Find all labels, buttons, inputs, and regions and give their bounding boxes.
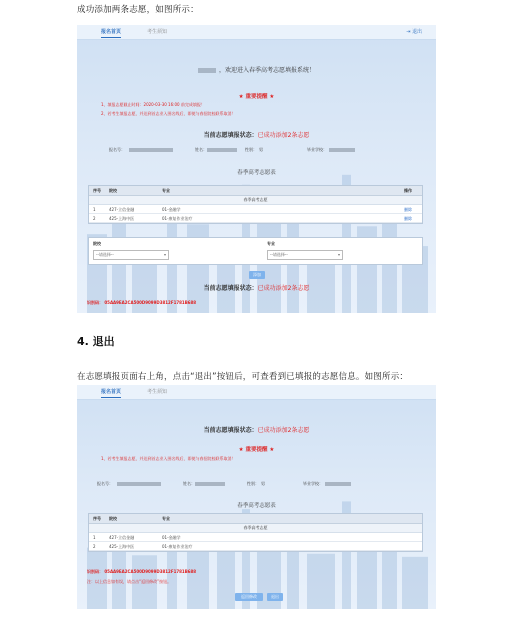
table-title: 春季高考志愿表	[237, 503, 276, 509]
logout-button[interactable]: ⇥ 退出	[406, 29, 422, 35]
gender-label: 性别：	[247, 481, 259, 486]
identification-code: 识别码： 05AA9EA2CA500D9099D3812F1781B688	[87, 300, 197, 305]
table-row: 1 427-立信金融 01-金融学 删除	[89, 205, 422, 214]
welcome-text: ，欢迎进入春季高考志愿填报系统！	[77, 65, 436, 74]
delete-link[interactable]: 删除	[404, 207, 412, 212]
select-school-label: 院校	[93, 241, 101, 246]
notice-item: 2、若考生填报志愿，并达到首志业入围名线后，即使与春招院校联系取消！	[101, 111, 236, 116]
notice-title: ★ 重要提醒 ★	[238, 447, 275, 453]
table-subhead: 春季高考志愿	[89, 196, 422, 205]
exam-no-label: 报名号：	[109, 147, 125, 152]
redacted-exam-no	[129, 148, 173, 152]
volunteer-table	[88, 513, 423, 552]
identification-code: 识别码： 05AA9EA2CA500D9099D3812F1781B688	[87, 569, 197, 574]
chevron-down-icon: ▾	[337, 252, 340, 257]
col-no: 序号	[93, 516, 101, 521]
table-row: 1 427-立信金融 01-金融学	[89, 533, 422, 542]
correction-note: 注：以上信息如有误，请点击“返回修改”按钮。	[87, 579, 172, 584]
notice-item: 1、若考生填报志愿，并达到首志业入围名线后，即使与春招院校联系取消！	[101, 456, 236, 461]
table-title: 春季高考志愿表	[237, 170, 276, 176]
tab-notice[interactable]: 考生须知	[147, 29, 168, 35]
redacted-name	[207, 148, 237, 152]
school-label: 毕业学校：	[307, 147, 327, 152]
col-school: 院校	[109, 516, 117, 521]
redacted-name	[195, 482, 225, 486]
col-school: 院校	[109, 188, 117, 193]
fill-status: 当前志愿填报状态：已成功添加2条志愿	[203, 132, 310, 139]
volunteer-table	[88, 185, 423, 224]
redacted-school	[329, 148, 355, 152]
school-select[interactable]: --请选择-- ▾	[93, 250, 169, 260]
top-nav-bar	[77, 25, 436, 40]
gender-value: 男	[261, 481, 265, 486]
exam-no-label: 报名号：	[97, 481, 113, 486]
name-label: 姓名：	[195, 147, 207, 152]
screenshot-form	[77, 25, 436, 313]
delete-link[interactable]: 删除	[404, 216, 412, 221]
screenshot-result	[77, 385, 436, 609]
school-label: 毕业学校：	[303, 481, 323, 486]
logout-icon: ⇥	[406, 29, 412, 35]
col-major: 专业	[162, 516, 170, 521]
tab-home[interactable]: 报名首页	[101, 28, 121, 38]
table-header	[89, 514, 422, 524]
tab-home[interactable]: 报名首页	[101, 388, 121, 398]
notice-title: ★ 重要提醒 ★	[238, 94, 275, 100]
chevron-down-icon: ▾	[163, 252, 166, 257]
gender-value: 男	[259, 147, 263, 152]
redacted-exam-no	[117, 482, 161, 486]
back-modify-button[interactable]: 返回修改	[235, 593, 263, 601]
col-major: 专业	[162, 188, 170, 193]
gender-label: 性别：	[245, 147, 257, 152]
intro-success-text: 成功添加两条志愿，如图所示：	[77, 5, 199, 15]
fill-status-bottom: 当前志愿填报状态：已成功添加2条志愿	[203, 285, 310, 292]
table-header	[89, 186, 422, 196]
table-row: 2 425-上海中医 01-康复作业治疗 删除	[89, 214, 422, 223]
logout-button[interactable]: 退出	[267, 593, 283, 601]
notice-item: 1、填报志愿截止时间：2020-03-30 16:00 前完成填报！	[101, 102, 205, 107]
table-row: 2 425-上海中医 01-康复作业治疗	[89, 542, 422, 551]
top-nav-bar	[77, 385, 436, 400]
table-subhead: 春季高考志愿	[89, 524, 422, 533]
col-op: 操作	[404, 188, 412, 193]
redacted-school	[325, 482, 351, 486]
add-button[interactable]: 添加	[249, 271, 265, 279]
add-volunteer-form	[88, 237, 423, 265]
select-major-label: 专业	[267, 241, 275, 246]
fill-status: 当前志愿填报状态：已成功添加2条志愿	[203, 427, 310, 434]
tab-notice[interactable]: 考生须知	[147, 389, 168, 395]
redacted-name	[198, 68, 216, 73]
major-select[interactable]: --请选择-- ▾	[267, 250, 343, 260]
section-heading: 4. 退出	[77, 335, 115, 348]
name-label: 姓名：	[183, 481, 195, 486]
col-no: 序号	[93, 188, 101, 193]
intro-logout-text: 在志愿填报页面右上角，点击“退出”按钮后，可查看到已填报的志愿信息。如图所示：	[77, 372, 409, 382]
